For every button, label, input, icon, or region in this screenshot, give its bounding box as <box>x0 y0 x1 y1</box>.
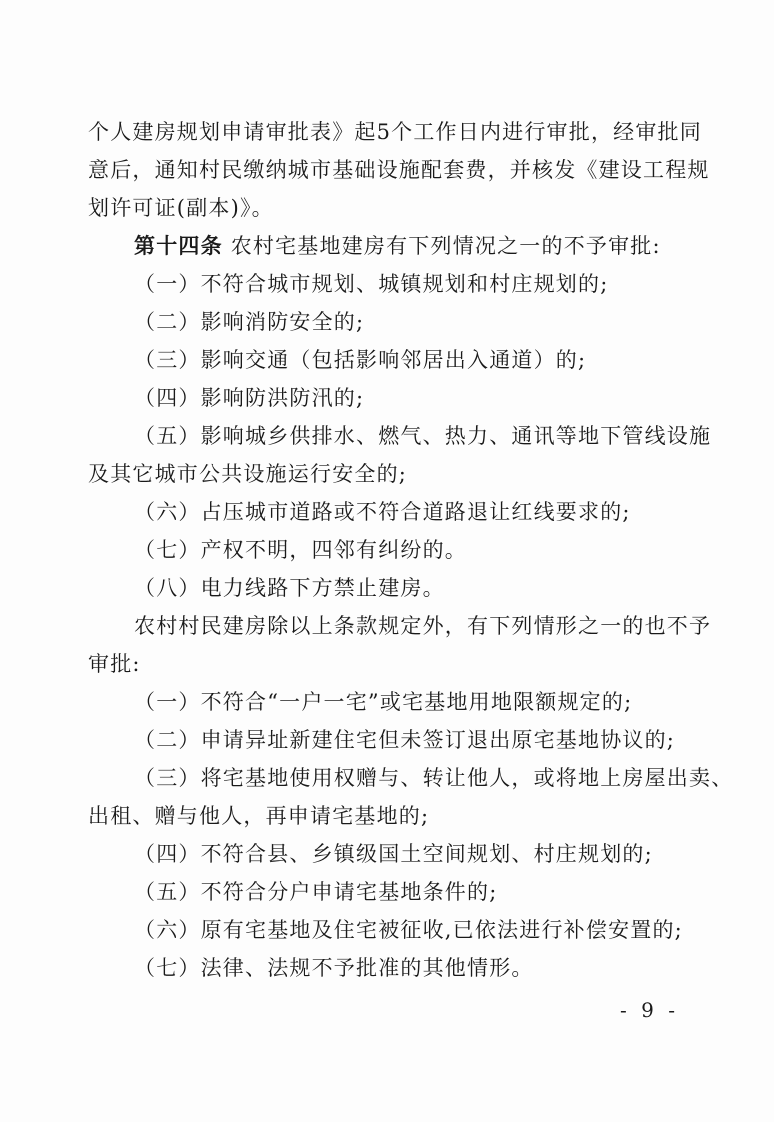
list2-item-1: （一）不符合“一户一宅”或宅基地用地限额规定的; <box>134 690 633 714</box>
list-item-4: （四）影响防洪防汛的; <box>134 386 365 410</box>
list2-item-4: （四）不符合县、乡镇级国土空间规划、村庄规划的; <box>134 842 653 866</box>
body-line-3: 划许可证(副本)》。 <box>88 196 274 220</box>
body-line-2: 意后，通知村民缴纳城市基础设施配套费，并核发《建设工程规 <box>88 158 710 182</box>
paragraph-2: 农村村民建房除以上条款规定外，有下列情形之一的也不予 <box>134 614 712 638</box>
paragraph-2-cont: 审批: <box>88 652 141 676</box>
list2-item-2: （二）申请异址新建住宅但未签订退出原宅基地协议的; <box>134 728 676 752</box>
list2-item-6: （六）原有宅基地及住宅被征收,已依法进行补偿安置的; <box>134 918 683 942</box>
list-item-6: （六）占压城市道路或不符合道路退让红线要求的; <box>134 500 631 524</box>
list2-item-3: （三）将宅基地使用权赠与、转让他人，或将地上房屋出卖、 <box>134 766 734 790</box>
article-heading: 第十四条 <box>134 233 223 258</box>
list-item-3: （三）影响交通（包括影响邻居出入通道）的; <box>134 348 587 372</box>
list-item-1: （一）不符合城市规划、城镇规划和村庄规划的; <box>134 272 609 296</box>
page-number: - 9 - <box>620 998 679 1022</box>
list-item-2: （二）影响消防安全的; <box>134 310 365 334</box>
article-14-paragraph <box>134 231 694 261</box>
list-item-5-cont: 及其它城市公共设施运行安全的; <box>88 462 408 486</box>
list2-item-5: （五）不符合分户申请宅基地条件的; <box>134 880 498 904</box>
list2-item-3-cont: 出租、赠与他人，再申请宅基地的; <box>88 804 430 828</box>
article-14-text: 农村宅基地建房有下列情况之一的不予审批: <box>230 234 661 258</box>
list-item-5: （五）影响城乡供排水、燃气、热力、通讯等地下管线设施 <box>134 424 712 448</box>
list2-item-7: （七）法律、法规不予批准的其他情形。 <box>134 956 534 980</box>
list-item-7: （七）产权不明，四邻有纠纷的。 <box>134 538 467 562</box>
list-item-8: （八）电力线路下方禁止建房。 <box>134 576 445 600</box>
body-line-1: 个人建房规划申请审批表》起5个工作日内进行审批，经审批同 <box>88 120 702 144</box>
